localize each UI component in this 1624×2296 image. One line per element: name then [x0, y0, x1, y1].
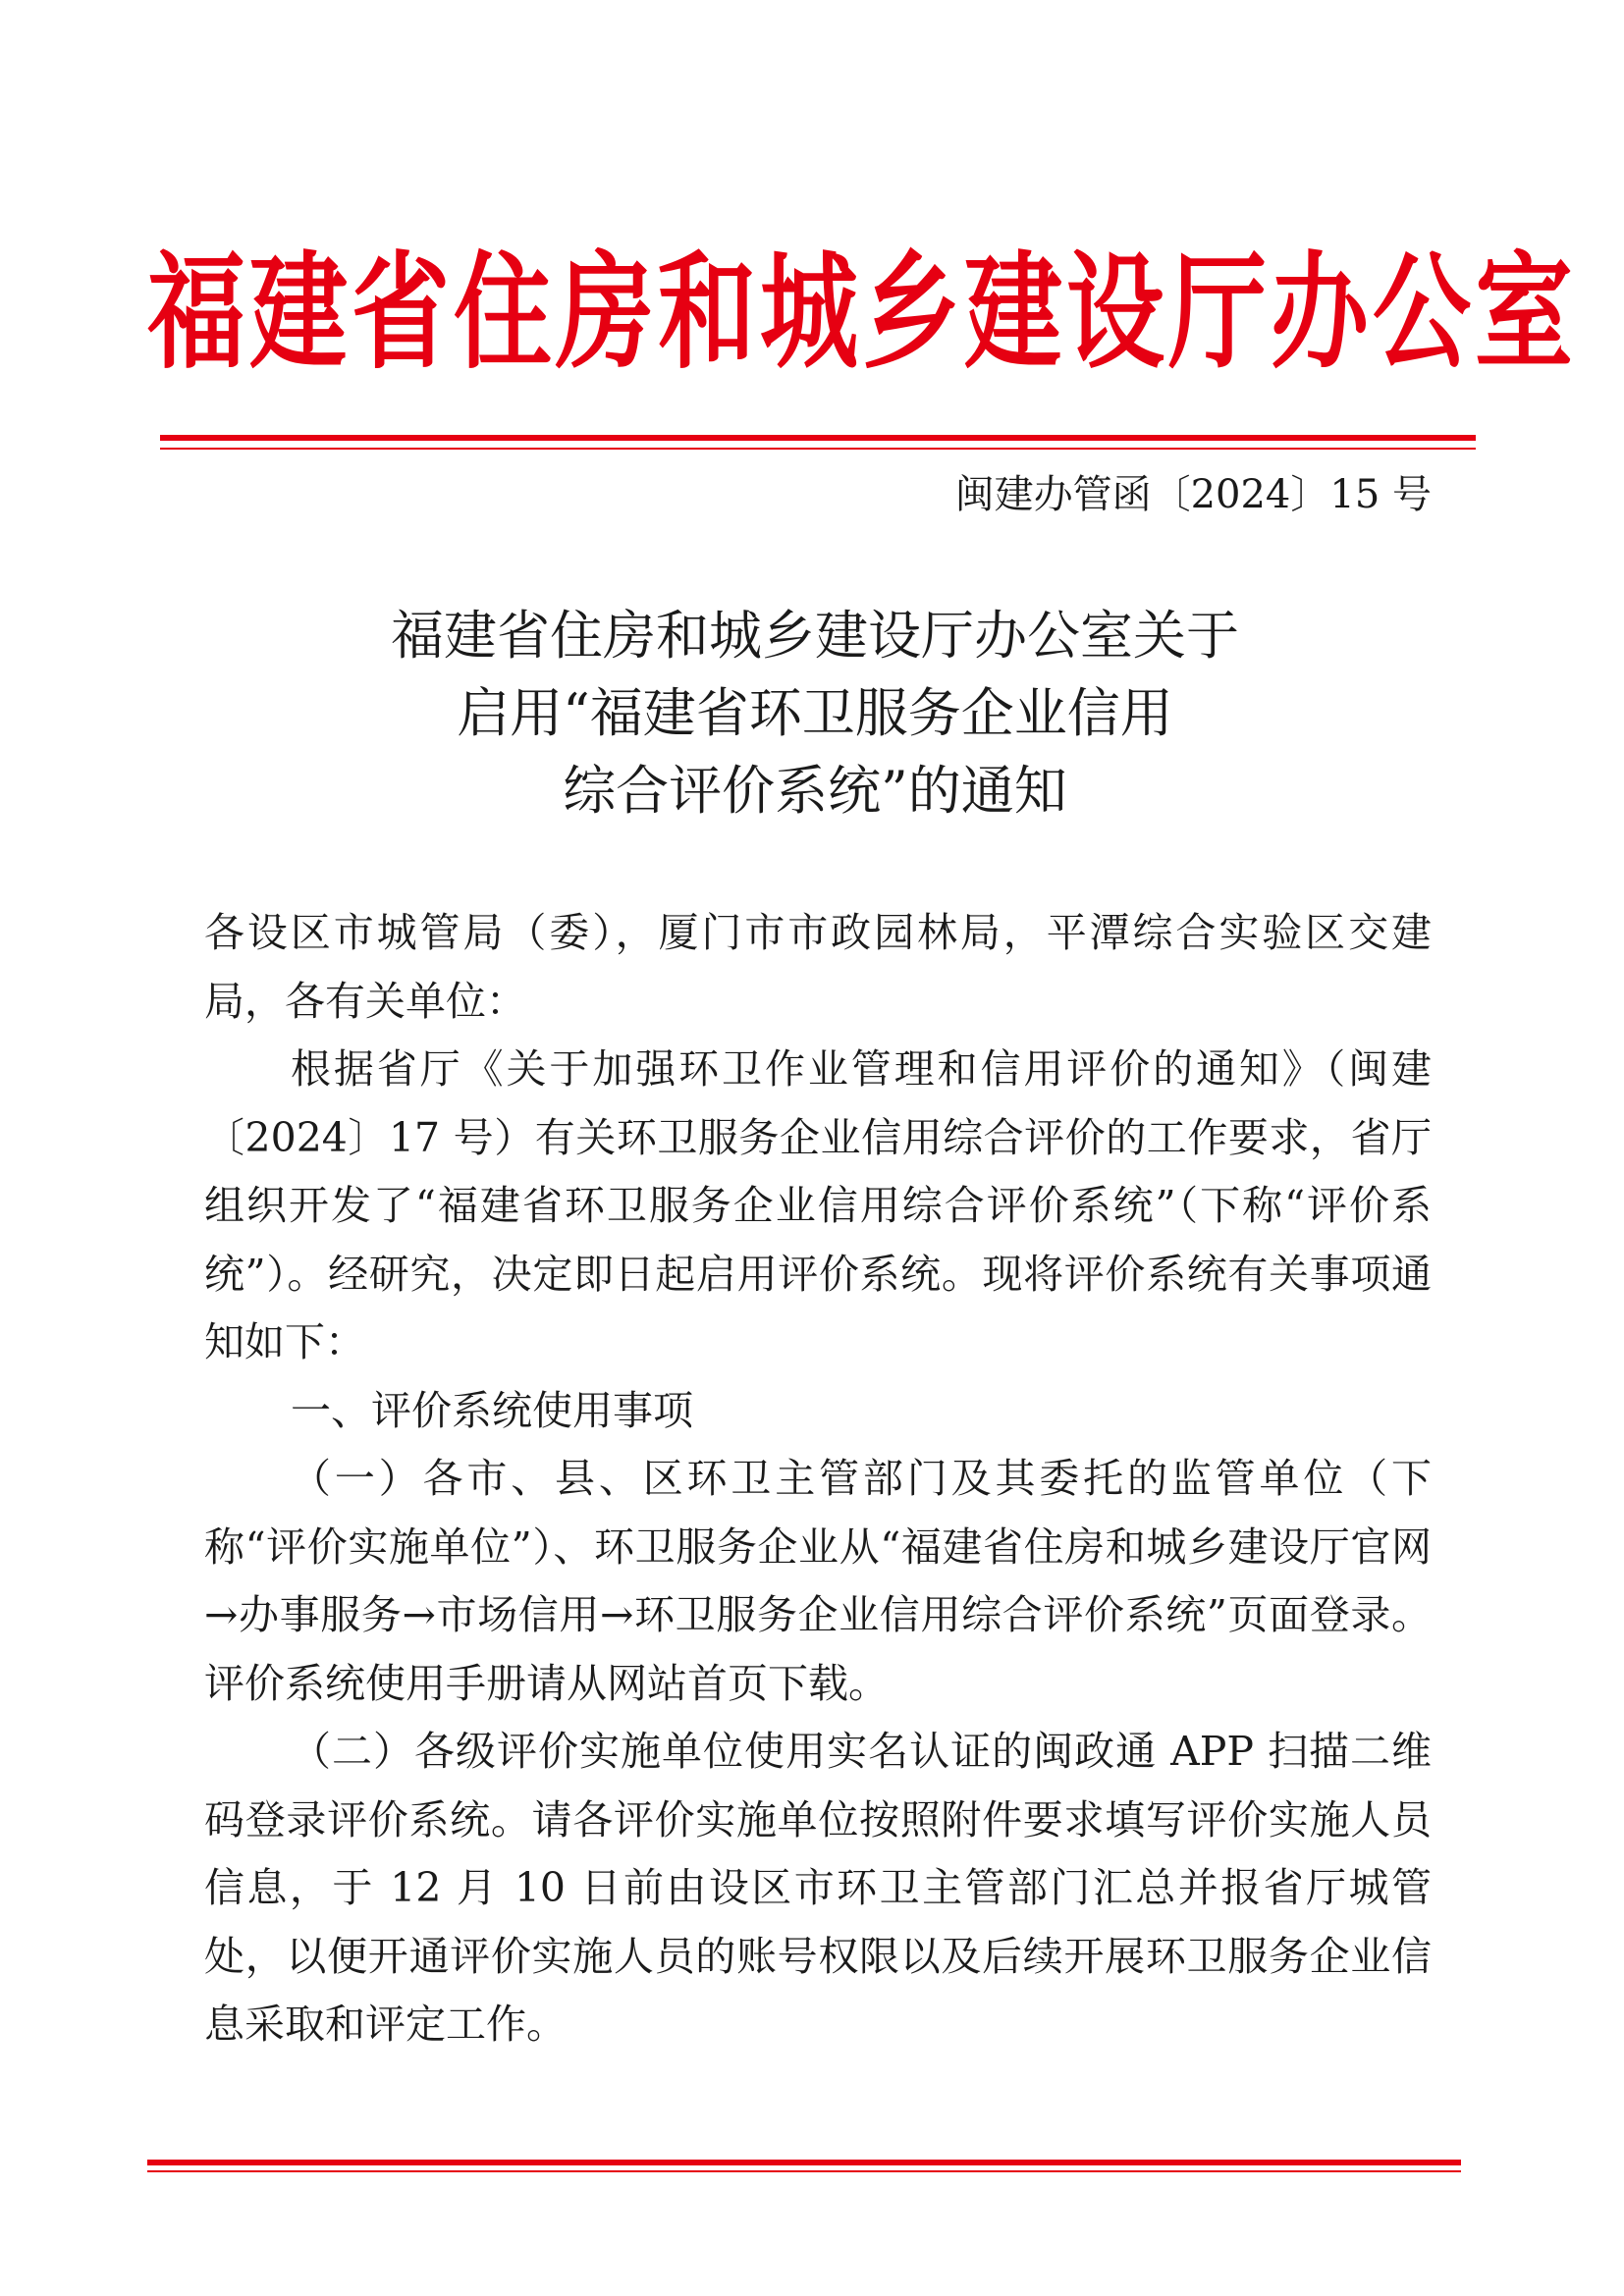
addressee: 各设区市城管局（委），厦门市市政园林局，平潭综合实验区交建局，各有关单位：: [204, 909, 1432, 1025]
masthead-rule-thick: [160, 435, 1476, 441]
section-heading: 一、评价系统使用事项: [291, 1386, 693, 1434]
masthead-rule-thin: [160, 448, 1476, 450]
body-paragraph: 根据省厅《关于加强环卫作业管理和信用评价的通知》（闽建〔2024〕17 号）有关环卫服务企业信用综合评价的工作要求，省厅组织开发了“福建省环卫服务企业信用综合评价系统”（下称“评价系统”）。经研究，决定即日起启用评价系统。现将评价系统有关事项通知如下：: [204, 1045, 1432, 1365]
document-body: [204, 899, 1432, 2059]
body-paragraph: （一）各市、县、区环卫主管部门及其委托的监管单位（下称“评价实施单位”）、环卫服务企业从“福建省住房和城乡建设厅官网→办事服务→市场信用→环卫服务企业信用综合评价系统”页面登录。评价系统使用手册请从网站首页下载。: [204, 1455, 1432, 1707]
title-line: 启用“福建省环卫服务企业信用: [457, 682, 1173, 744]
title-line: 福建省住房和城乡建设厅办公室关于: [391, 605, 1239, 667]
document-title: [177, 597, 1453, 829]
masthead-title: 福建省住房和城乡建设厅办公室: [147, 239, 1577, 387]
document-number: 闽建办管函〔2024〕15 号: [954, 472, 1432, 517]
footer-rule-thin: [147, 2170, 1461, 2172]
title-line: 综合评价系统”的通知: [563, 760, 1067, 822]
footer-rule-thick: [147, 2160, 1461, 2165]
body-paragraph: （二）各级评价实施单位使用实名认证的闽政通 APP 扫描二维码登录评价系统。请各评价实施单位按照附件要求填写评价实施人员信息，于 12 月 10 日前由设区市环卫主管部门汇总并报省厅城管处，以便开通评价实施人员的账号权限以及后续开展环卫服务企业信息采取和评定工作。: [204, 1728, 1432, 2048]
